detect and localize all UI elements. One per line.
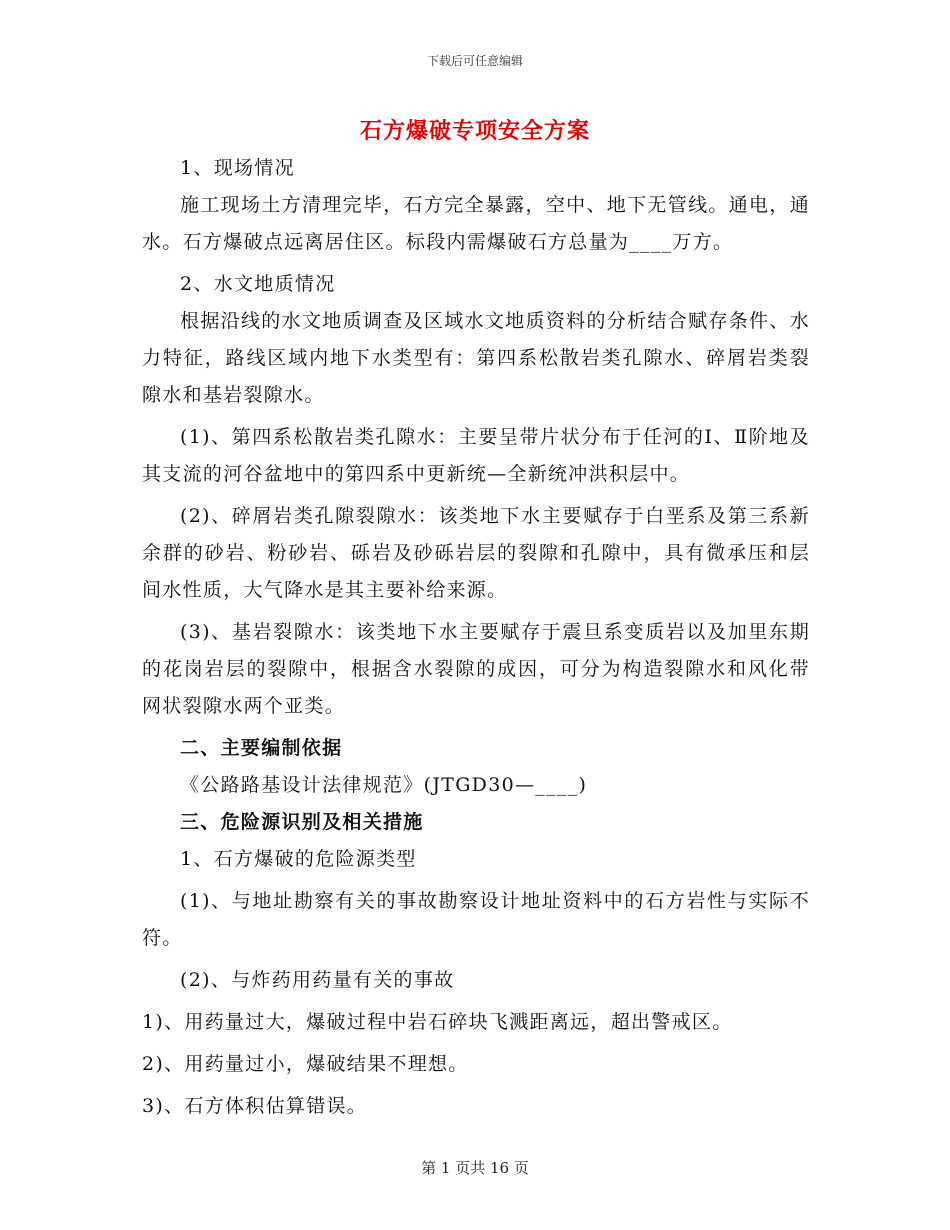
section-heading-hydrogeology: 2、水文地质情况 xyxy=(180,273,336,295)
section-heading-basis: 二、主要编制依据 xyxy=(180,737,343,759)
section-heading-site-condition: 1、现场情况 xyxy=(180,157,295,179)
page-footer-number: 第 1 页共 16 页 xyxy=(421,1159,529,1177)
document-body xyxy=(142,150,810,1125)
section-heading-hazard: 三、危险源识别及相关措施 xyxy=(180,811,424,833)
list-item-explosive-dosage: (2)、与炸药用药量有关的事故 xyxy=(180,969,455,991)
subheading-hazard-types: 1、石方爆破的危险源类型 xyxy=(180,848,417,870)
list-item-volume-error: 3)、石方体积估算错误。 xyxy=(142,1095,368,1117)
paragraph-pore-water: (1)、第四系松散岩类孔隙水：主要呈带片状分布于任河的Ⅰ、Ⅱ阶地及其支流的河谷盆地中的第四系中更新统—全新统冲洪积层中。 xyxy=(142,426,810,485)
list-item-overdose: 1)、用药量过大，爆破过程中岩石碎块飞溅距离远，超出警戒区。 xyxy=(142,1011,733,1033)
paragraph-hydrogeology: 根据沿线的水文地质调查及区域水文地质资料的分析结合赋存条件、水力特征，路线区域内地下水类型有：第四系松散岩类孔隙水、碎屑岩类裂隙水和基岩裂隙水。 xyxy=(142,310,810,406)
paragraph-bedrock-fissure-water: (3)、基岩裂隙水：该类地下水主要赋存于震旦系变质岩以及加里东期的花岗岩层的裂隙中，根据含水裂隙的成因，可分为构造裂隙水和风化带网状裂隙水两个亚类。 xyxy=(142,621,810,717)
document-title: 石方爆破专项安全方案 xyxy=(359,118,590,144)
list-item-underdose: 2)、用药量过小，爆破结果不理想。 xyxy=(142,1053,469,1075)
page-header-note: 下载后可任意编辑 xyxy=(426,54,523,68)
list-item-survey-accident: (1)、与地址勘察有关的事故勘察设计地址资料中的石方岩性与实际不符。 xyxy=(142,890,810,949)
paragraph-basis-standard: 《公路路基设计法律规范》(JTGD30—____) xyxy=(180,774,588,796)
paragraph-fissure-pore-water: (2)、碎屑岩类孔隙裂隙水：该类地下水主要赋存于白垩系及第三系新余群的砂岩、粉砂岩、砾岩及砂砾岩层的裂隙和孔隙中，具有微承压和层间水性质，大气降水是其主要补给来源。 xyxy=(142,505,810,601)
paragraph-site-condition: 施工现场土方清理完毕，石方完全暴露，空中、地下无管线。通电，通水。石方爆破点远离居住区。标段内需爆破石方总量为____万方。 xyxy=(142,194,810,253)
